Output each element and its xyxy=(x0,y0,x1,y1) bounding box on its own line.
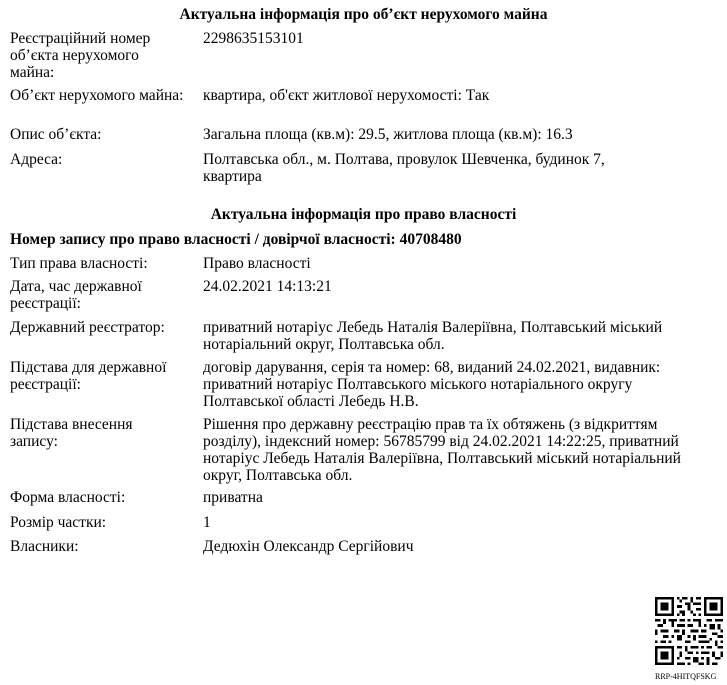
row-value: 1 xyxy=(203,514,211,531)
row-label: Підстава внесення запису: xyxy=(10,416,133,450)
row-value: Загальна площа (кв.м): 29.5, житлова площа (кв.м): 16.3 xyxy=(203,126,573,143)
row-label: Дата, час державної реєстрації: xyxy=(10,278,142,312)
row-label: Тип права власності: xyxy=(10,255,148,272)
row-label: Розмір частки: xyxy=(10,514,107,531)
row-label: Підстава для державної реєстрації: xyxy=(10,359,167,393)
row-value: приватна xyxy=(203,489,263,506)
row-value: квартира, об'єкт житлової нерухомості: Так xyxy=(203,87,490,104)
object-section-title: Актуальна інформація про об’єкт нерухомого майна xyxy=(179,6,548,23)
document-code: RRP-4HITQFSKG xyxy=(655,672,717,681)
row-label: Форма власності: xyxy=(10,489,126,506)
row-value: Право власності xyxy=(203,255,311,272)
record-number-heading: Номер запису про право власності / довірчої власності: 40708480 xyxy=(10,231,462,248)
row-value: Дедюхін Олександр Сергійович xyxy=(203,538,414,555)
row-label: Об’єкт нерухомого майна: xyxy=(10,87,184,104)
row-value: договір дарування, серія та номер: 68, виданий 24.02.2021, видавник: приватний нотаріус Полтавського міського нотаріального округу Полтавської області Лебедь Н.В. xyxy=(203,359,661,410)
row-label: Державний реєстратор: xyxy=(10,319,165,336)
qr-code-icon xyxy=(655,597,723,665)
row-label: Реєстраційний номер об’єкта нерухомого майна: xyxy=(10,30,151,81)
row-value: 24.02.2021 14:13:21 xyxy=(203,278,332,295)
row-value: Рішення про державну реєстрацію прав та їх обтяжень (з відкриттям розділу), індексний номер: 56785799 від 24.02.2021 14:22:25, приватний нотаріус Лебедь Наталія Валеріївна, Полтавський міський нотаріальний округ, Полтавська обл. xyxy=(203,416,681,484)
row-label: Власники: xyxy=(10,538,79,555)
row-value: 2298635153101 xyxy=(203,30,304,47)
row-label: Опис об’єкта: xyxy=(10,126,102,143)
row-value: Полтавська обл., м. Полтава, провулок Шевченка, будинок 7, квартира xyxy=(203,151,605,185)
ownership-section-title: Актуальна інформація про право власності xyxy=(210,206,517,223)
row-label: Адреса: xyxy=(10,151,63,168)
row-value: приватний нотаріус Лебедь Наталія Валеріївна, Полтавський міський нотаріальний округ, Полтавська обл. xyxy=(203,319,663,353)
